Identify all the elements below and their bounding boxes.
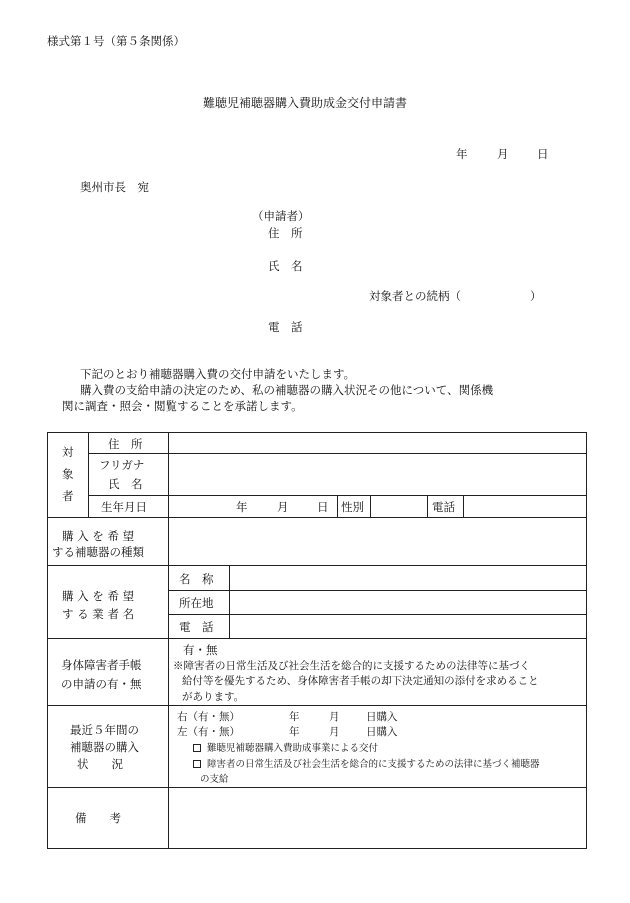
birth-month-label: 月 [277,500,289,514]
disability-note-3: があります。 [182,691,245,703]
subject-label-1: 対 [62,445,74,459]
history-option-2-row [193,756,540,770]
applicant-heading: （申請者） [252,209,310,223]
birth-year-label: 年 [236,500,248,514]
hearing-aid-type-label-2: する補聴器の種類 [52,545,144,559]
form-title: 難聴児補聴器購入費助成金交付申請書 [203,96,408,110]
history-right-ear[interactable]: 右（有・無） [177,711,240,723]
disability-note-1: ※障害者の日常生活及び社会生活を総合的に支援するための法律等に基づく [173,660,530,672]
history-left-year: 年 [289,726,300,738]
subject-phone-label: 電話 [432,500,455,514]
disability-label-1: 身体障害者手帳 [61,658,142,672]
furigana-label: フリガナ [99,458,145,472]
history-option-2-checkbox[interactable] [193,760,201,768]
subject-label-3: 者 [62,489,74,503]
history-option-1-checkbox[interactable] [193,744,201,752]
disability-label-2: の申請の有・無 [61,677,142,691]
intro-line-2: 購入費の支給申請の決定のため、私の補聴器の購入状況その他について、関係機 [80,383,494,397]
disability-note-2: 給付等を優先するため、身体障害者手帳の却下決定通知の添付を求めること [182,675,539,687]
remarks-field[interactable] [169,788,586,848]
date-month-label: 月 [497,147,509,161]
birthdate-label: 生年月日 [101,500,147,514]
date-day-label: 日 [537,147,549,161]
disability-choice[interactable]: 有・無 [183,643,218,657]
hearing-aid-type-label-1: 購 入 を 希 望 [62,529,135,543]
history-right-purchase: 日購入 [366,711,398,723]
vendor-location-label: 所在地 [179,596,214,610]
subject-phone-field[interactable] [464,496,586,517]
history-label-2: 補聴器の購入 [70,740,139,754]
subject-address-field[interactable] [169,433,586,453]
history-left-ear[interactable]: 左（有・無） [177,726,240,738]
history-label-3: 状 況 [77,757,123,771]
vendor-label-1: 購 入 を 希 望 [62,589,135,603]
history-left-month: 月 [329,726,340,738]
relationship-label: 対象者との続柄（ ） [369,289,542,303]
history-option-2-cont: の支給 [200,774,229,785]
history-option-1-label: 難聴児補聴器購入費助成事業による交付 [207,743,379,754]
intro-line-3: 関に調査・照会・閲覧することを承諾します。 [62,399,303,413]
applicant-phone-label: 電 話 [268,320,303,334]
applicant-name-label: 氏 名 [268,259,303,273]
addressee: 奥州市長 宛 [80,180,149,194]
applicant-address-label: 住 所 [268,226,303,240]
history-label-1: 最近５年間の [70,723,139,737]
date-year-label: 年 [456,147,468,161]
intro-line-1: 下記のとおり補聴器購入費の交付申請をいたします。 [80,367,356,381]
history-option-1-row [193,740,378,754]
column-divider [427,495,428,517]
row-divider [47,705,587,706]
vendor-label-2: す る 業 者 名 [62,607,135,621]
subject-name-label: 氏 名 [108,477,143,491]
vendor-location-field[interactable] [230,591,586,614]
hearing-aid-type-field[interactable] [169,518,586,565]
history-right-month: 月 [329,711,340,723]
history-left-purchase: 日購入 [366,726,398,738]
row-divider [47,638,587,639]
history-option-2-label: 障害者の日常生活及び社会生活を総合的に支援するための法律に基づく補聴器 [207,759,540,770]
vendor-phone-field[interactable] [230,615,586,638]
vendor-phone-label: 電 話 [179,620,214,634]
form-number: 様式第１号（第５条関係） [47,34,185,48]
history-right-year: 年 [289,711,300,723]
vendor-name-field[interactable] [230,566,586,590]
remarks-label: 備 考 [75,811,121,825]
column-divider [337,495,338,517]
birth-day-label: 日 [317,500,329,514]
vendor-name-label: 名 称 [179,572,214,586]
column-divider [88,432,89,517]
subject-name-field[interactable] [169,454,586,495]
subject-address-label: 住 所 [108,437,143,451]
gender-field[interactable] [371,496,427,517]
gender-label: 性別 [341,500,364,514]
subject-label-2: 象 [62,467,74,481]
